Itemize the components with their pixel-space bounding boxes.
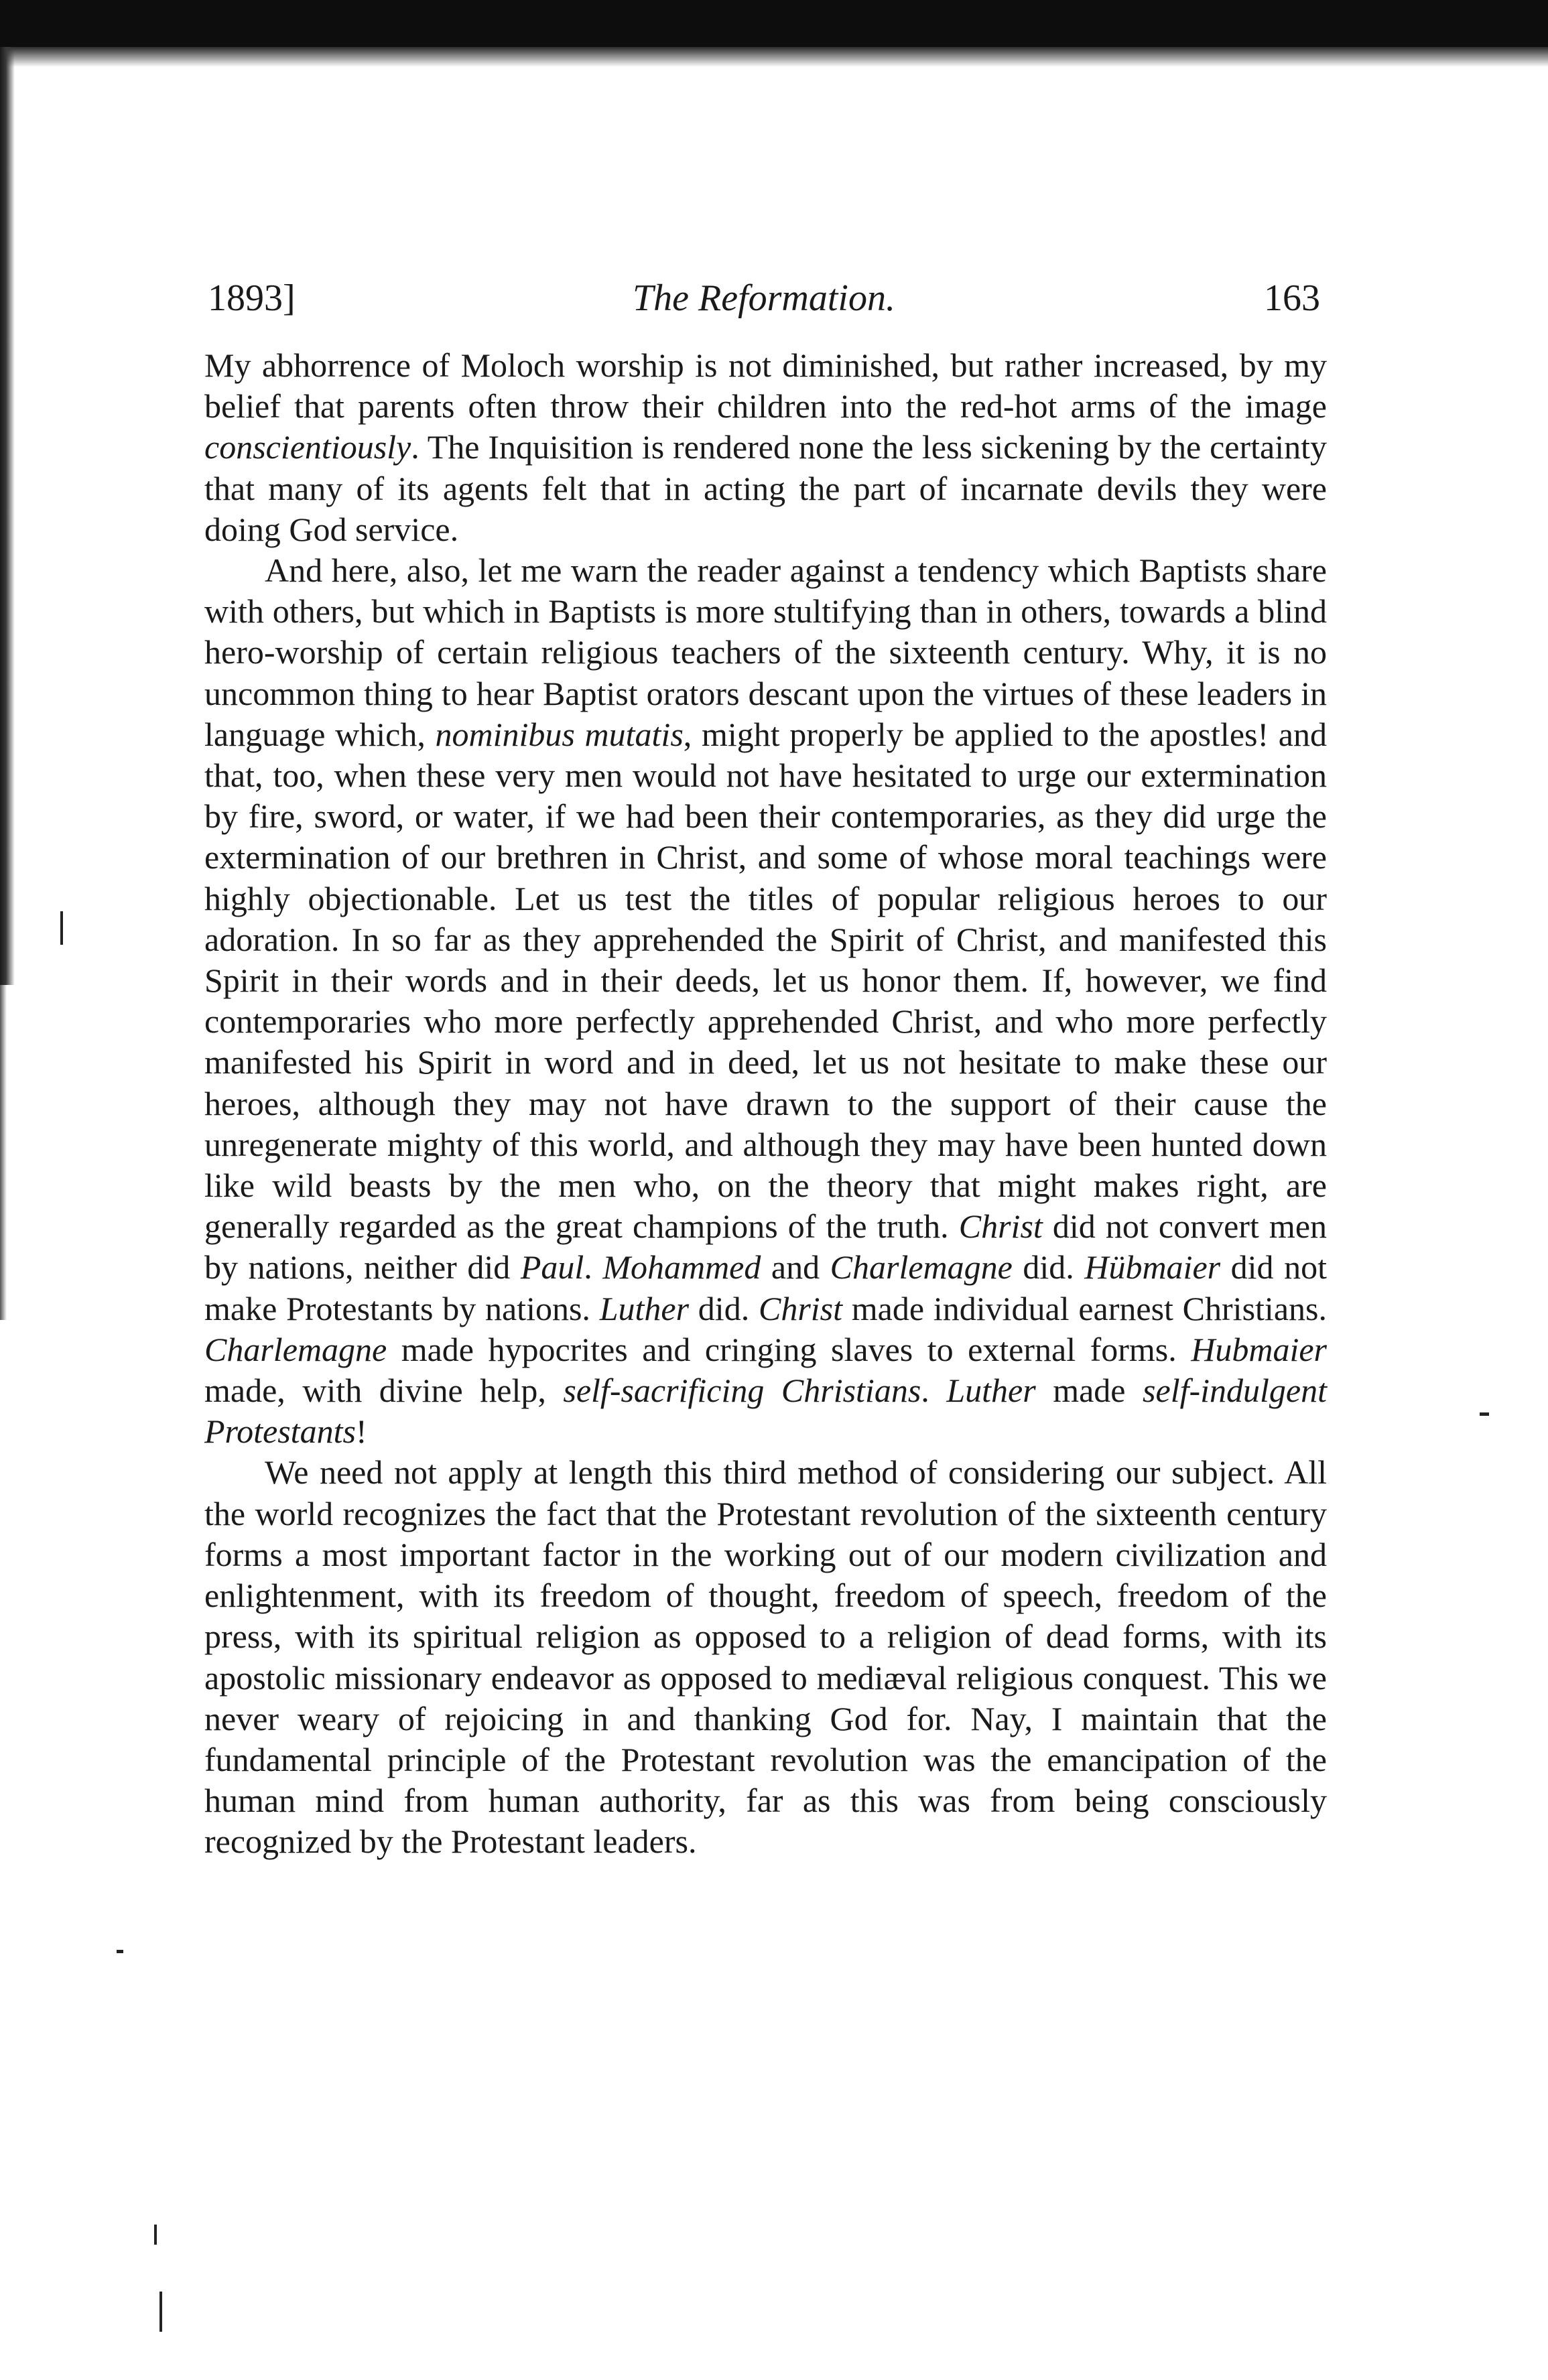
scan-left-border-lower — [0, 985, 7, 1320]
text-run: made individual earnest Christians. — [842, 1289, 1327, 1327]
scan-speck — [1480, 1412, 1489, 1416]
running-head — [208, 271, 1320, 325]
scan-speck — [159, 2292, 162, 2332]
text-run: My abhorrence of Moloch worship is not diminished, but rather increased, by my belief that parents often throw their children into the red-hot arms of the image — [204, 346, 1327, 425]
italic-run: Luther — [599, 1289, 690, 1327]
italic-run: Luther — [946, 1372, 1036, 1410]
text-run: did not convert men by nations, neither did — [204, 1207, 1328, 1286]
italic-run: Charlemagne — [204, 1330, 387, 1368]
text-run: , might properly be applied to the apostles! and that, too, when these very men would not have hesitated to urge our extermination by fire, sword, or water, if we had been their contemporaries, as they did urge the extermination of our brethren in Christ, and some of whose moral teachings were highly objectionable. Let us test the titles of popular religious heroes to our adoration. In so far as they apprehended the Spirit of Christ, and manifested this Spirit in their words and in their deeds, let us honor them. If, however, we find contemporaries who more perfectly apprehended Christ, and who more perfectly manifested his Spirit in word and in deed, let us not hesitate to make these our heroes, although they may not have drawn to the support of their cause the unregenerate mighty of this world, and although they may have been hunted down like wild beasts by the men who, on the theory that might makes right, are generally regarded as the great champions of the truth. — [204, 715, 1327, 1246]
text-run: made hypocrites and cringing slaves to external forms. — [387, 1330, 1191, 1368]
italic-run: Christ — [958, 1207, 1043, 1246]
scan-top-shadow — [0, 47, 1548, 67]
paragraph — [204, 1452, 1327, 1862]
text-run: made, with divine help, — [204, 1372, 564, 1410]
italic-run: self-indulgent Protestants — [204, 1372, 1327, 1451]
italic-run: Paul — [520, 1248, 584, 1286]
italic-run: nominibus mutatis — [435, 715, 684, 753]
italic-run: self-sacrificing Christians — [563, 1372, 921, 1410]
body-text — [204, 345, 1327, 1863]
italic-run: Mohammed — [602, 1248, 761, 1286]
text-run: did not make Protestants by nations. — [204, 1248, 1327, 1327]
paragraph — [204, 345, 1327, 550]
running-head-title: The Reformation. — [633, 277, 895, 319]
text-run: did. — [1012, 1248, 1085, 1286]
page-number: 163 — [1264, 277, 1320, 319]
scan-speck — [117, 1950, 123, 1953]
paragraph — [204, 550, 1327, 1452]
text-run: . — [584, 1248, 603, 1286]
italic-run: Hübmaier — [1084, 1248, 1221, 1286]
scan-top-border — [0, 0, 1548, 47]
running-head-year: 1893] — [208, 277, 296, 319]
text-run: did. — [689, 1289, 759, 1327]
italic-run: conscientiously — [204, 428, 411, 466]
text-run: . — [921, 1372, 947, 1410]
italic-run: Charlemagne — [830, 1248, 1013, 1286]
text-run: ! — [355, 1412, 367, 1451]
scan-speck — [60, 911, 63, 945]
text-run: and — [761, 1248, 830, 1286]
italic-run: Christ — [758, 1289, 843, 1327]
text-run: And here, also, let me warn the reader against a tendency which Baptists share with others, but which in Baptists is more stultifying than in others, towards a blind hero-worship of certain religious teachers of the sixteenth century. Why, it is no uncommon thing to hear Baptist orators descant upon the virtues of these leaders in language which, — [204, 551, 1327, 753]
scan-left-border — [0, 47, 15, 985]
text-run: We need not apply at length this third method of considering our subject. All the world recognizes the fact that the Protestant revolution of the sixteenth century forms a most important factor in the working out of our modern civilization and enlightenment, with its freedom of thought, freedom of speech, freedom of the press, with its spiritual religion as opposed to a religion of dead forms, with its apostolic missionary endeavor as opposed to mediæval religious conquest. This we never weary of rejoicing in and thanking God for. Nay, I maintain that the fundamental principle of the Protestant revolution was the emancipation of the human mind from human authority, far as this was from being consciously recognized by the Protestant leaders. — [204, 1453, 1327, 1861]
scan-speck — [154, 2225, 157, 2245]
text-run: . The Inquisition is rendered none the less sickening by the certainty that many of its agents felt that in acting the part of incarnate devils they were doing God service. — [204, 428, 1327, 548]
text-run: made — [1035, 1372, 1143, 1410]
italic-run: Hubmaier — [1191, 1330, 1327, 1368]
